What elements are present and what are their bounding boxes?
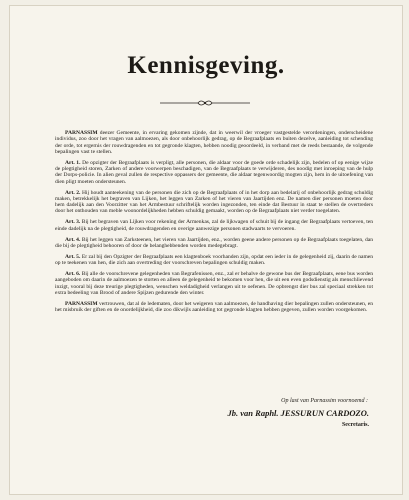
paragraph-text: De opzigter der Begraafplaats is verpligt, alle personen, die aldaar voor de goede orde schadelijk zijn, bedelen of op eenige wijze de plegtigheid storen, Zarken of andere voorwerpen beschadigen, van de Begraafplaats te verwijderen, des noodig met inroeping van de hulp der Dorps-policie. In alien geval zullen de respective oppassers der gemeente, die aldaar tegenwoordig mogten zijn, hem in de uitoefening van dien pligt moeten ondersteunen. — [55, 159, 374, 185]
paragraph — [55, 219, 373, 232]
signer-role: Secretaris. — [341, 422, 369, 428]
paragraph-text: Bij alle de voorschrevene gelegenheden van Begrafenissen, enz., zal er behalve de gewone bus der Begraafplaats, eene bus worden aangeboden om daarin de aalmoezen te storten en alleen de gelegenheid te bekomen voor hen, die uit een even godsdienstig als menschlievend inzigt, vooral bij deze treurige plegtigheden, wenschen weldadigheid verlangen uit te oefenen. De opbrengst dier bus zal speciaal strekken tot extra bedeeling van Brood of andere Spijzen gedurende den winter. — [55, 270, 373, 296]
ornament-divider — [160, 99, 250, 107]
paragraph-lead: PARNASSIM — [65, 130, 98, 136]
notice-title: Kennisgeving. — [127, 52, 285, 79]
signer-name: Jb. van Raphl. JESSURUN CARDOZO. — [227, 408, 369, 418]
notice-sheet — [10, 6, 402, 494]
paragraph-text: deezer Gemeente, in ervaring gekomen zijnde, dat in weerwil der vroeger vastgestelde verordeningen, onderscheidene individus, zoo door het vragen van aalmoezen, als door onbehoorlijk gedrag, op de Begraafplaats en buiten dezelve, aanleiding tot schending der orde, tot ergernis der rouwdragenden en tot gegronde klagten, hebben noodig geoordeeld, in verband met de reeds bestaande, de volgende bepalingen vast te stellen. — [55, 130, 373, 155]
paragraph — [55, 301, 373, 314]
paragraph-lead: Art. 6. — [65, 270, 81, 277]
notice-body — [55, 130, 373, 318]
paragraph-text: Er zal bij den Opzigter der Begraafplaats een klagtenboek voorhanden zijn, opdat een ieder in de gelegenheid zij, daarin de namen op te teekenen van hen, die zich aan overtreding der voorschreven bepalingen schuldig maken. — [55, 253, 373, 267]
paragraph-lead: PARNASSIM — [65, 300, 98, 307]
paragraph-lead: Art. 2. — [65, 189, 81, 196]
paragraph-lead: Art. 1. — [65, 159, 81, 166]
paragraph — [55, 237, 373, 250]
paragraph-text: Bij het leggen van Zarksteenen, het vieren van Jaartijden, enz., worden geene andere personen op de Begraafplaats toegelaten, dan die bij de plegtigheid behooren of door de belanghebbenden worden medegebragt. — [55, 236, 374, 249]
paragraph — [55, 160, 373, 185]
paragraph-text: Hij houdt aanteekening van de personen die zich op de Begraafplaats of in het dorp aan bedelarij of onbehoorlijk gedrag schuldig maken, betrekkelijk het begraven van Lijken, het leggen van Zarken of het vieren van Jaartijden enz. De namen dier personen moeten door hem dadelijk aan den Voorzitter van het Armbestuur schriftelijk worden ingezonden, ten einde dat Bestuur in staat te stellen de overtreders door het onthouden van meble woonordelijkheden hebben schuldig gemaakt, worden op de Begraafplaats niet verder toegelaten. — [55, 189, 374, 215]
paragraph-text: Bij het begraven van Lijken voor rekening der Armenkas, zal de lijkwagen of schuit bij de ingang der Begraafplaats vertoeven, ten einde dadelijk na de plegtigheid, de rouwdragenden en overige aanwezige personen stadwaarts te vervoeren. — [55, 219, 374, 232]
order-line: Op last van Parnassim voornoemd : — [281, 398, 368, 404]
paragraph-lead: Art. 5. — [65, 253, 81, 260]
paragraph — [55, 254, 373, 267]
paragraph-lead: Art. 3. — [65, 219, 81, 226]
paragraph — [55, 271, 373, 296]
paragraph-text: vertrouwen, dat al de ledematen, door het weigeren van aalmoezen, de handhaving dier bepalingen zullen ondersteunen, en het misbruik der giften en de onordelijkheid, die zoo dikwijls aanleiding tot gegronde klagten hebben gegeven, zullen worden voorgekomen. — [55, 300, 373, 313]
paragraph-lead: Art. 4. — [65, 236, 81, 243]
paragraph — [55, 130, 373, 155]
paragraph — [55, 190, 373, 215]
